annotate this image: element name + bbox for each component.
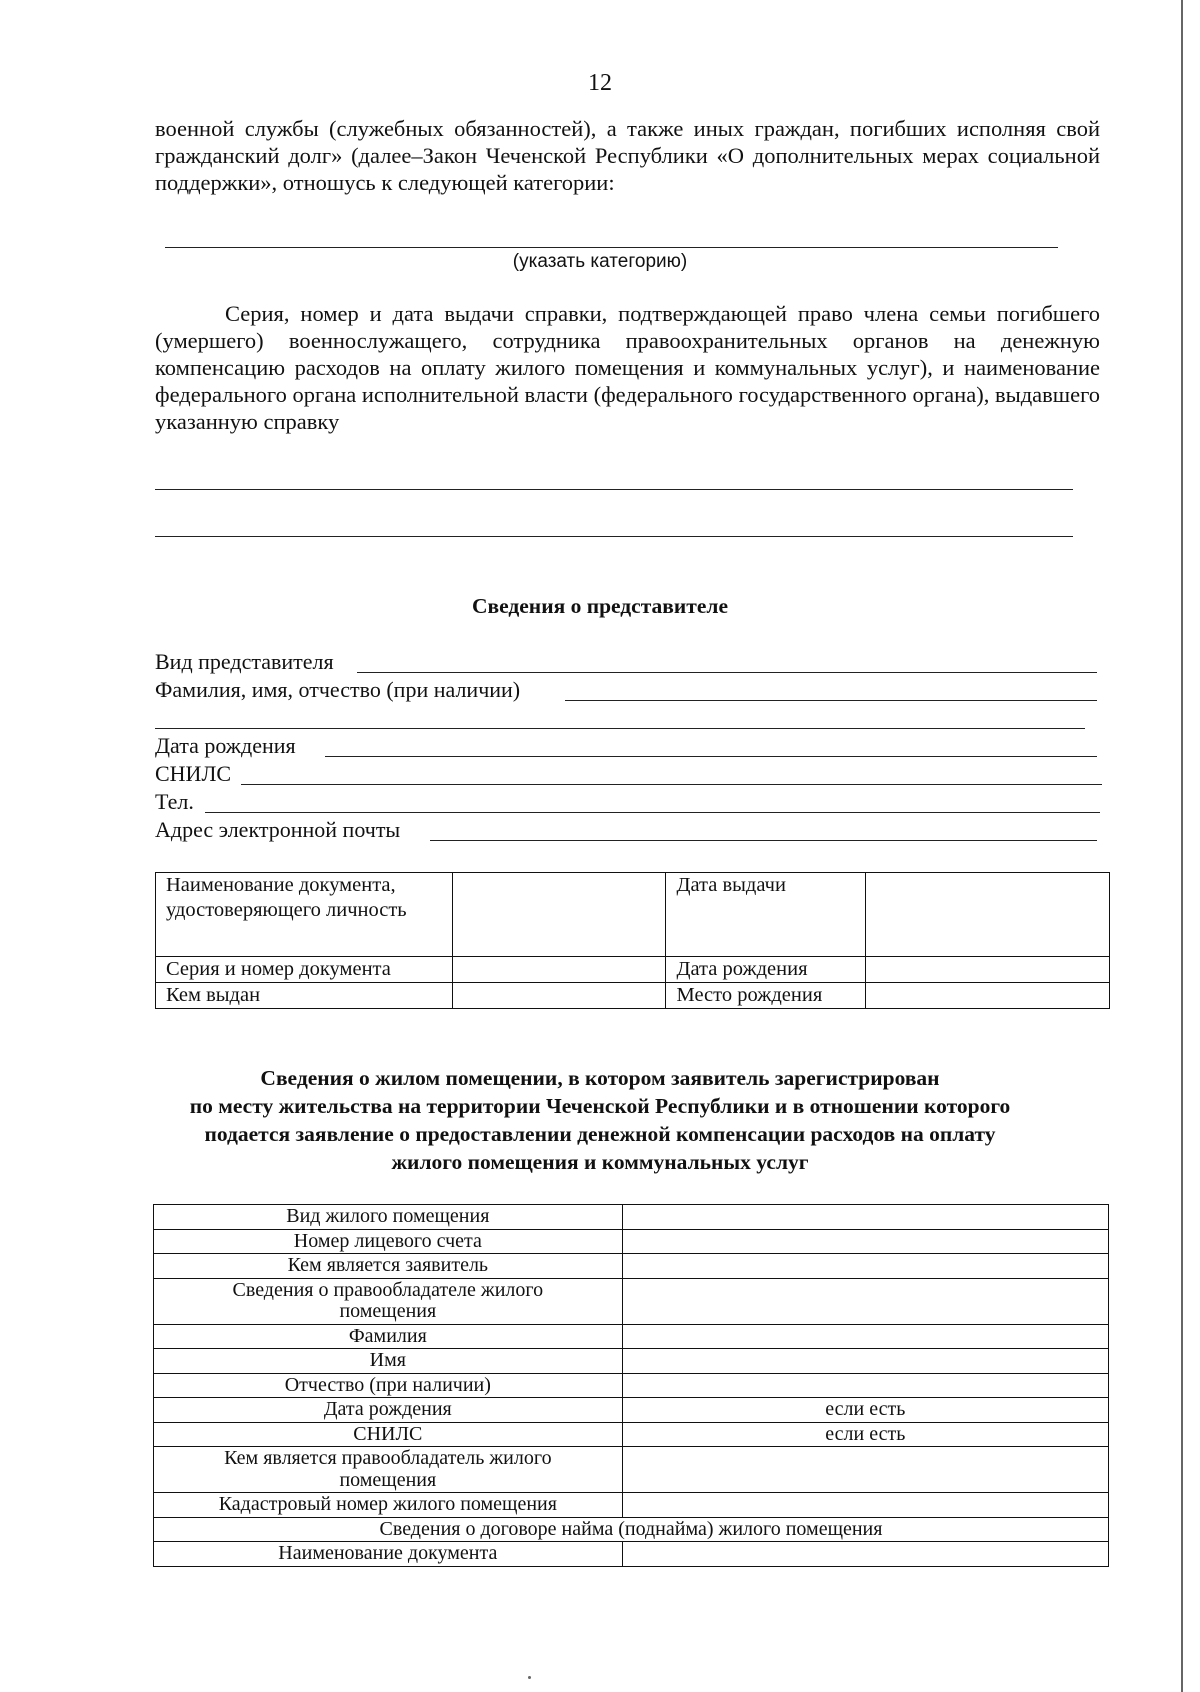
housing-row-label: Фамилия [154, 1324, 623, 1349]
housing-row-label: Дата рождения [154, 1398, 623, 1423]
category-input-line[interactable] [165, 247, 1058, 248]
table-row [154, 1422, 1109, 1447]
lease-section-title: Сведения о договоре найма (поднайма) жилого помещения [154, 1517, 1109, 1542]
certificate-input-line-1[interactable] [155, 489, 1073, 490]
representative-snils-line[interactable] [241, 784, 1102, 785]
housing-row-value[interactable] [622, 1373, 1108, 1398]
housing-row-label: Сведения о правообладателе жилого помещения [154, 1278, 623, 1324]
housing-row-value[interactable]: если есть [622, 1398, 1108, 1423]
housing-row-value[interactable] [622, 1229, 1108, 1254]
representative-birthdate-label: Дата рождения [155, 733, 296, 758]
representative-type-label: Вид представителя [155, 649, 334, 674]
certificate-input-line-2[interactable] [155, 536, 1073, 537]
housing-row-label: Кадастровый номер жилого помещения [154, 1493, 623, 1518]
series-number-label: Серия и номер документа [156, 957, 453, 983]
table-row [156, 873, 1110, 957]
doc-name-label: Наименование документа, удостоверяющего личность [156, 873, 453, 957]
representative-phone-field[interactable] [155, 788, 1088, 816]
housing-row-label: Вид жилого помещения [154, 1205, 623, 1230]
representative-name-line-2[interactable] [155, 728, 1085, 729]
housing-row-label: Имя [154, 1349, 623, 1374]
representative-birthdate-line[interactable] [325, 756, 1097, 757]
representative-phone-label: Тел. [155, 789, 194, 814]
representative-type-line[interactable] [357, 672, 1097, 673]
representative-snils-field[interactable] [155, 760, 1090, 788]
housing-heading-line: жилого помещения и коммунальных услуг [391, 1150, 809, 1174]
representative-heading: Сведения о представителе [471, 594, 729, 618]
representative-name-line[interactable] [565, 700, 1097, 701]
series-number-value[interactable] [452, 957, 666, 983]
representative-email-field[interactable] [155, 816, 1085, 844]
issue-date-value[interactable] [866, 873, 1110, 957]
housing-row-label: Кем является заявитель [154, 1254, 623, 1279]
representative-birthdate-field[interactable] [155, 732, 1085, 760]
housing-row-value[interactable] [622, 1324, 1108, 1349]
representative-type-field[interactable] [155, 648, 1085, 676]
table-row [154, 1278, 1109, 1324]
lease-row-value[interactable] [622, 1542, 1108, 1567]
table-row [154, 1517, 1109, 1542]
intro-paragraph: военной службы (служебных обязанностей), а также иных граждан, погибших исполняя свой гражданский долг» (далее–Закон Чеченской Республики «О дополнительных мерах социальной поддержки», отношусь к следующей категории: [155, 116, 1100, 195]
table-row [154, 1373, 1109, 1398]
issue-date-label: Дата выдачи [666, 873, 866, 957]
housing-row-value[interactable] [622, 1254, 1108, 1279]
housing-row-value[interactable] [622, 1349, 1108, 1374]
housing-heading-line: по месту жительства на территории Чеченской Республики и в отношении которого [189, 1094, 1011, 1118]
page-number: 12 [588, 70, 612, 96]
table-row [154, 1254, 1109, 1279]
lease-row-label: Наименование документа [154, 1542, 623, 1567]
table-row [154, 1324, 1109, 1349]
table-row [154, 1205, 1109, 1230]
issued-by-label: Кем выдан [156, 983, 453, 1009]
birth-place-label: Место рождения [666, 983, 866, 1009]
id-birth-date-value[interactable] [866, 957, 1110, 983]
representative-email-label: Адрес электронной почты [155, 817, 401, 842]
housing-table [153, 1204, 1109, 1567]
doc-name-value[interactable] [452, 873, 666, 957]
housing-heading-line: Сведения о жилом помещении, в котором заявитель зарегистрирован [260, 1066, 940, 1090]
housing-row-value[interactable] [622, 1447, 1108, 1493]
table-row [154, 1349, 1109, 1374]
table-row [154, 1398, 1109, 1423]
certificate-paragraph: Серия, номер и дата выдачи справки, подтверждающей право члена семьи погибшего (умершего) военнослужащего, сотрудника правоохранительных органов на денежную компенсацию расходов на оплату жилого помещения и коммунальных услуг), и наименование федерального органа исполнительной власти (федерального государственного органа), выдавшего указанную справку [155, 301, 1100, 434]
representative-name-field[interactable] [155, 676, 1085, 704]
issued-by-value[interactable] [452, 983, 666, 1009]
housing-row-value[interactable] [622, 1493, 1108, 1518]
housing-row-label: Номер лицевого счета [154, 1229, 623, 1254]
housing-row-label: Отчество (при наличии) [154, 1373, 623, 1398]
table-row [156, 983, 1110, 1009]
housing-row-value[interactable] [622, 1278, 1108, 1324]
housing-row-label: СНИЛС [154, 1422, 623, 1447]
housing-row-value[interactable]: если есть [622, 1422, 1108, 1447]
representative-name-label: Фамилия, имя, отчество (при наличии) [155, 677, 521, 702]
identity-document-table [155, 872, 1110, 1009]
housing-row-value[interactable] [622, 1205, 1108, 1230]
housing-heading [0, 1064, 1200, 1176]
table-row [156, 957, 1110, 983]
housing-heading-line: подается заявление о предоставлении денежной компенсации расходов на оплату [204, 1122, 996, 1146]
category-caption: (указать категорию) [512, 251, 688, 272]
id-birth-date-label: Дата рождения [666, 957, 866, 983]
table-row [154, 1229, 1109, 1254]
housing-row-label: Кем является правообладатель жилого помещения [154, 1447, 623, 1493]
representative-email-line[interactable] [430, 840, 1097, 841]
representative-snils-label: СНИЛС [155, 761, 232, 786]
representative-phone-line[interactable] [205, 812, 1100, 813]
birth-place-value[interactable] [866, 983, 1110, 1009]
scan-speck [528, 1676, 531, 1679]
table-row [154, 1542, 1109, 1567]
table-row [154, 1493, 1109, 1518]
table-row [154, 1447, 1109, 1493]
